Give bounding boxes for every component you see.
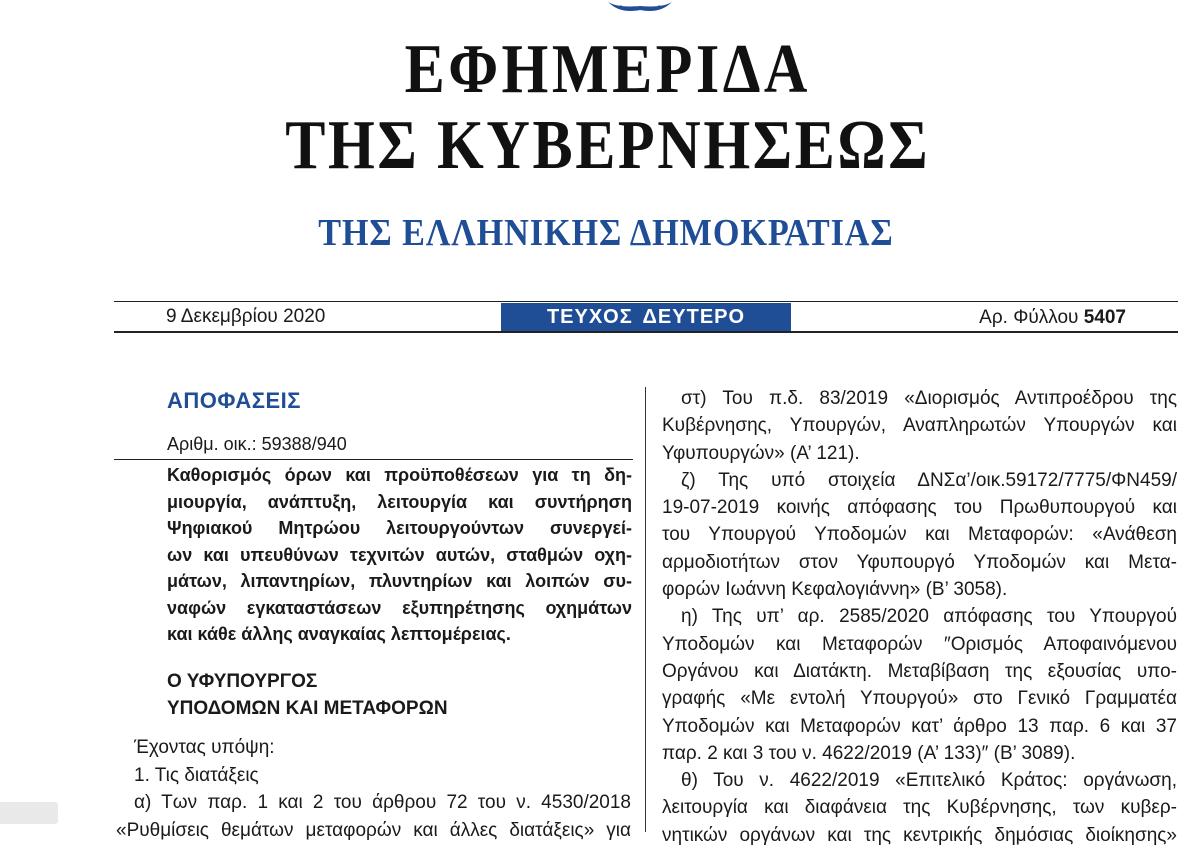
right-body-text: [662, 385, 1177, 849]
body-line: του Υπουργού Υποδομών και Μεταφορών: «Ανάθεση: [662, 524, 1177, 546]
decision-title-line: ων και υπευθύνων τεχνιτών αυτών, σταθμών οχη-: [167, 544, 632, 565]
section-heading: ΑΠΟΦΑΣΕΙΣ: [167, 388, 301, 413]
decision-title-line: και κάθε άλλης αναγκαίας λεπτομέρειας.: [167, 624, 511, 644]
left-body-text: [116, 734, 631, 844]
body-line: Υποδομών και Μεταφορών κατ’ άρθρο 13 παρ. 6 και 37: [662, 715, 1177, 737]
decision-title-line: ναφών εγκαταστάσεων εξυπηρέτησης οχημάτων: [167, 597, 632, 618]
issue-number-value: 5407: [1083, 307, 1126, 328]
body-line: Υποδομών και Μεταφορών ″Ορισμός Αποφαινόμενου: [662, 633, 1177, 655]
body-line: ζ) Της υπό στοιχεία ΔΝΣα’/οικ.59172/7775/ΦΝ459/: [681, 469, 1177, 491]
masthead-title: ΕΦΗΜΕΡΙΔΑ: [404, 31, 811, 108]
masthead-subtitle: ΤΗΣ ΚΥΒΕΡΝΗΣΕΩΣ: [285, 107, 931, 184]
body-line: γραφής «Με εντολή Υπουργού» στο Γενικό Γραμματέα: [662, 688, 1177, 710]
decision-title-line: Ψηφιακού Μητρώου λειτουργούντων συνεργεί-: [167, 518, 632, 538]
body-line: 19-07-2019 κοινής απόφασης του Πρωθυπουργού και: [662, 497, 1177, 519]
body-line: αρμοδιοτήτων στον Υφυπουργό Υποδομών και Μετα-: [662, 551, 1177, 573]
body-line: Έχοντας υπόψη:: [134, 737, 275, 758]
decision-rule: [114, 459, 633, 460]
body-line: παρ. 2 και 3 του ν. 4622/2019 (Α’ 133)″ (Β’ 3089).: [662, 742, 1076, 764]
body-line: α) Των παρ. 1 και 2 του άρθρου 72 του ν. 4530/2018: [134, 792, 631, 813]
body-line: η) Της υπ’ αρ. 2585/2020 απόφασης του Υπουργού: [681, 606, 1177, 628]
issue-rule-bottom: [114, 331, 1178, 333]
body-line: «Ρυθμίσεις θεμάτων μεταφορών και άλλες διατάξεις» για: [116, 819, 631, 841]
body-line: 1. Τις διατάξεις: [134, 764, 259, 786]
column-divider: [645, 387, 646, 832]
body-line: στ) Του π.δ. 83/2019 «Διορισμός Αντιπροέδρου της: [681, 388, 1177, 409]
decision-title-line: μιουργία, ανάπτυξη, λειτουργία και συντήρηση: [167, 491, 632, 512]
issue-sheet-number: [979, 307, 1126, 329]
body-line: θ) Του ν. 4622/2019 «Επιτελικό Κράτος: οργάνωση,: [681, 770, 1177, 792]
issue-bar: [114, 300, 1178, 333]
decision-number: Αριθμ. οικ.: 59388/940: [167, 434, 347, 454]
issue-label: ΤΕΥΧΟΣ ΔΕΥΤΕΡΟ: [501, 303, 791, 331]
body-line: λειτουργία και διαφάνεια της Κυβέρνησης, των κυβερ-: [662, 797, 1177, 819]
decision-title-line: Καθορισμός όρων και προϋποθέσεων για τη δη-: [167, 465, 632, 485]
issue-date: 9 Δεκεμβρίου 2020: [166, 306, 326, 327]
issue-rule-top: [114, 301, 1178, 302]
decision-title-line: μάτων, λιπαντηρίων, πλυντηρίων και λοιπών συ-: [167, 571, 632, 591]
viewer-badge: [0, 802, 58, 824]
body-line: νητικών οργάνων και της κεντρικής δημόσιας διοίκησης»: [662, 824, 1177, 846]
minister-line: ΥΠΟΔΟΜΩΝ ΚΑΙ ΜΕΤΑΦΟΡΩΝ: [167, 698, 448, 719]
masthead-republic: ΤΗΣ ΕΛΛΗΝΙΚΗΣ ΔΗΜΟΚΡΑΤΙΑΣ: [318, 212, 894, 254]
body-line: Υφυπουργών» (Α’ 121).: [662, 442, 860, 464]
minister-line: Ο ΥΦΥΠΟΥΡΓΟΣ: [167, 671, 318, 692]
body-line: φορών Ιωάννη Κεφαλογιάννη» (Β’ 3058).: [662, 579, 1008, 601]
body-line: Κυβέρνησης, Υπουργών, Αναπληρωτών Υπουργών και: [662, 415, 1177, 437]
minister-heading: [167, 668, 448, 722]
decision-title: [167, 462, 632, 648]
issue-number-prefix: Αρ. Φύλλου: [979, 307, 1079, 328]
body-line: Οργάνου και Διατάκτη. Μεταβίβαση της εξουσίας υπο-: [662, 660, 1177, 682]
coat-of-arms-emblem: [600, 0, 680, 14]
